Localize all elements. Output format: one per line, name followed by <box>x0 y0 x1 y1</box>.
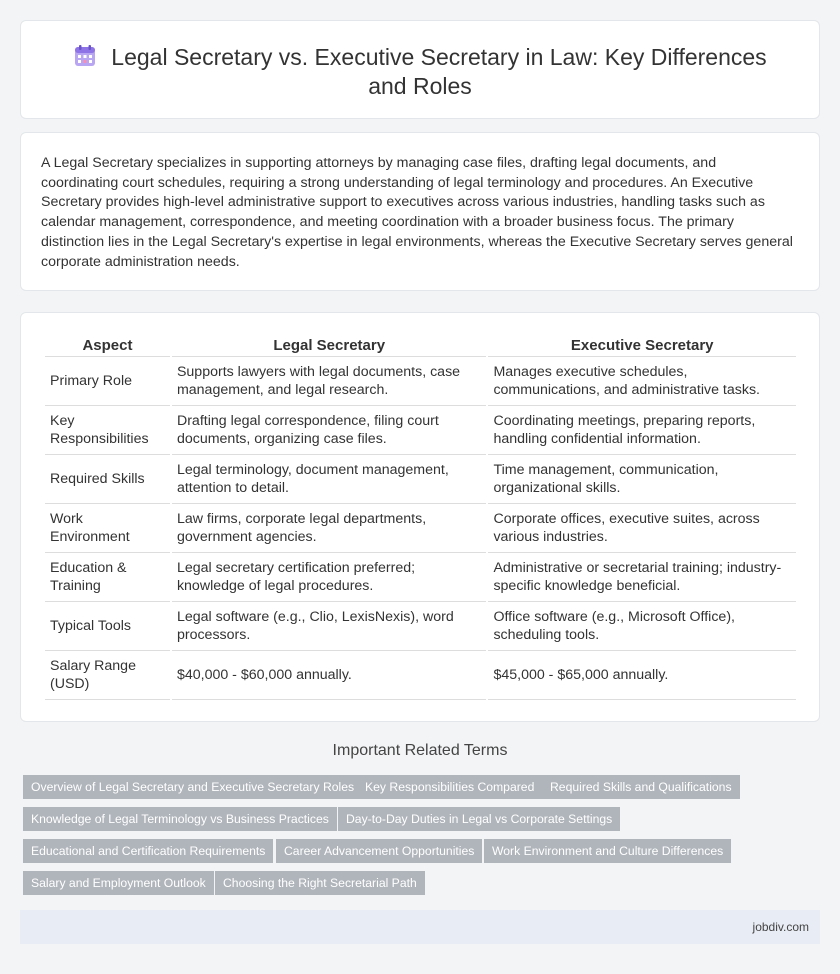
row-executive-value: $45,000 - $65,000 annually. <box>488 651 796 700</box>
related-term-tag[interactable]: Choosing the Right Secretarial Path <box>215 871 425 895</box>
table-row <box>45 455 796 504</box>
related-term-tag[interactable]: Knowledge of Legal Terminology vs Business Practices <box>23 807 337 831</box>
row-legal-value: Legal software (e.g., Clio, LexisNexis), word processors. <box>172 602 487 651</box>
footer-site-link[interactable]: jobdiv.com <box>752 920 809 934</box>
comparison-table <box>43 331 798 700</box>
related-term-tag[interactable]: Career Advancement Opportunities <box>276 839 482 863</box>
table-row <box>45 602 796 651</box>
table-header-row <box>45 331 796 357</box>
row-legal-value: Drafting legal correspondence, filing court documents, organizing case files. <box>172 406 487 455</box>
row-aspect: Typical Tools <box>45 602 170 651</box>
row-legal-value: Legal secretary certification preferred; knowledge of legal procedures. <box>172 553 487 602</box>
footer <box>20 910 820 944</box>
row-legal-value: $40,000 - $60,000 annually. <box>172 651 487 700</box>
column-header-aspect: Aspect <box>45 331 170 357</box>
row-legal-value: Legal terminology, document management, attention to detail. <box>172 455 487 504</box>
row-aspect: Required Skills <box>45 455 170 504</box>
row-legal-value: Law firms, corporate legal departments, government agencies. <box>172 504 487 553</box>
related-term-tag[interactable]: Key Responsibilities Compared <box>357 775 542 799</box>
row-aspect: Salary Range (USD) <box>45 651 170 700</box>
table-row <box>45 504 796 553</box>
intro-text: A Legal Secretary specializes in supporting attorneys by managing case files, drafting legal documents, and coordinating court schedules, requiring a strong understanding of legal terminology and procedures. An Executive Secretary provides high-level administrative support to executives across various industries, handling tasks such as calendar management, correspondence, and meeting coordination with a broader business focus. The primary distinction lies in the Legal Secretary's expertise in legal environments, whereas the Executive Secretary serves general corporate administration needs. <box>41 155 793 270</box>
row-executive-value: Corporate offices, executive suites, across various industries. <box>488 504 796 553</box>
page-title: Legal Secretary vs. Executive Secretary in Law: Key Differences and Roles <box>111 44 767 99</box>
table-row <box>45 553 796 602</box>
header-card <box>20 20 820 119</box>
row-executive-value: Office software (e.g., Microsoft Office), scheduling tools. <box>488 602 796 651</box>
related-term-tag[interactable]: Educational and Certification Requirements <box>23 839 273 863</box>
column-header-executive-secretary: Executive Secretary <box>488 331 796 357</box>
related-term-tag[interactable]: Work Environment and Culture Differences <box>484 839 731 863</box>
calendar-icon <box>73 44 97 68</box>
row-executive-value: Time management, communication, organizational skills. <box>488 455 796 504</box>
related-terms-title: Important Related Terms <box>332 742 508 759</box>
comparison-card <box>20 312 820 722</box>
related-term-tag[interactable]: Day-to-Day Duties in Legal vs Corporate Settings <box>338 807 620 831</box>
row-aspect: Key Responsibilities <box>45 406 170 455</box>
row-aspect: Education & Training <box>45 553 170 602</box>
row-executive-value: Administrative or secretarial training; industry-specific knowledge beneficial. <box>488 553 796 602</box>
related-term-tag[interactable]: Salary and Employment Outlook <box>23 871 214 895</box>
related-term-tag[interactable]: Overview of Legal Secretary and Executive Secretary Roles <box>23 775 362 799</box>
row-executive-value: Manages executive schedules, communications, and administrative tasks. <box>488 357 796 406</box>
table-row <box>45 651 796 700</box>
row-aspect: Primary Role <box>45 357 170 406</box>
intro-card <box>20 132 820 291</box>
page-title-wrap <box>61 43 779 101</box>
row-executive-value: Coordinating meetings, preparing reports, handling confidential information. <box>488 406 796 455</box>
row-legal-value: Supports lawyers with legal documents, case management, and legal research. <box>172 357 487 406</box>
table-row <box>45 406 796 455</box>
row-aspect: Work Environment <box>45 504 170 553</box>
related-term-tag[interactable]: Required Skills and Qualifications <box>542 775 740 799</box>
column-header-legal-secretary: Legal Secretary <box>172 331 487 357</box>
table-row <box>45 357 796 406</box>
